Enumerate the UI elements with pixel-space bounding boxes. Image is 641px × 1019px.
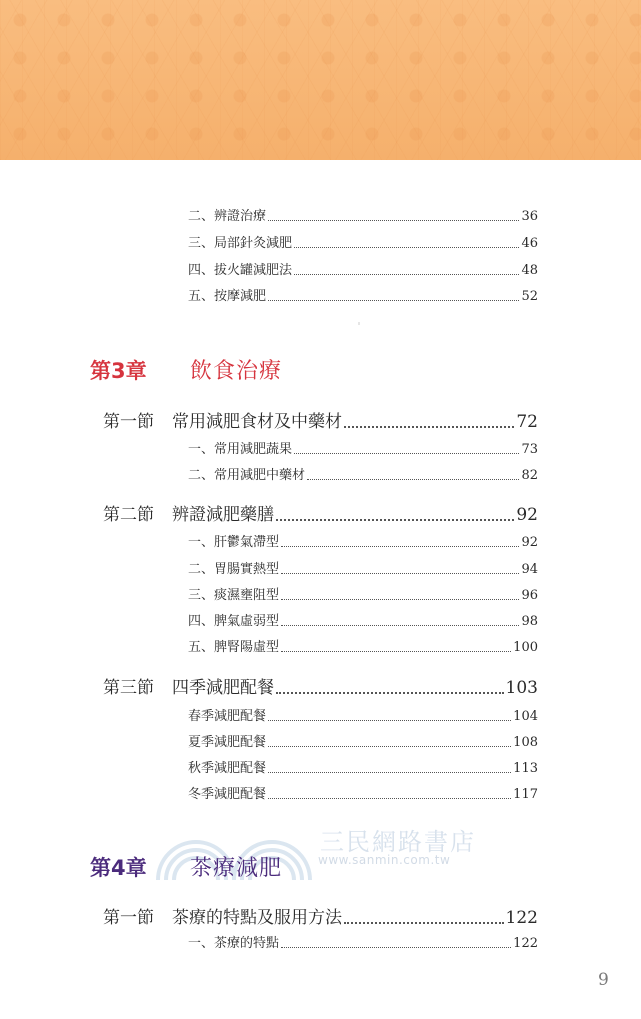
chapter-title: 茶療減肥 [190, 856, 283, 881]
dot-leader [281, 947, 511, 948]
dot-leader [276, 692, 504, 694]
toc-entry[interactable] [188, 932, 538, 951]
dot-leader [268, 798, 511, 799]
toc-entry-page: 117 [513, 787, 538, 802]
toc-entry[interactable] [188, 584, 538, 603]
chapter-number: 第4章 [90, 856, 147, 880]
toc-entry[interactable] [188, 232, 538, 251]
toc-entry-page: 98 [521, 614, 538, 629]
section-number: 第一節 [103, 412, 154, 432]
toc-entry-label: 一、常用減肥蔬果 [188, 442, 293, 457]
toc-entry-label: 三、局部針灸減肥 [188, 236, 293, 251]
dot-leader [268, 746, 511, 747]
toc-entry[interactable] [188, 757, 538, 776]
toc-entry-page: 100 [513, 640, 538, 655]
toc-entry[interactable] [188, 636, 538, 655]
toc-entry-label: 秋季減肥配餐 [188, 761, 267, 776]
toc-section[interactable] [172, 903, 538, 928]
toc-entry-label: 五、按摩減肥 [188, 289, 267, 304]
toc-section[interactable] [172, 500, 538, 525]
section-page: 72 [516, 412, 538, 432]
toc-entry-page: 108 [513, 735, 538, 750]
toc-entry[interactable] [188, 783, 538, 802]
dot-leader [268, 300, 519, 301]
toc-entry-page: 82 [521, 468, 538, 483]
section-number: 第一節 [103, 908, 154, 928]
dot-leader [268, 720, 511, 721]
toc-entry-label: 三、痰濕壅阻型 [188, 588, 280, 603]
dot-leader [294, 453, 519, 454]
dot-leader [268, 772, 511, 773]
toc-entry[interactable] [188, 259, 538, 278]
page-number: 9 [598, 970, 609, 990]
toc-entry-page: 94 [521, 562, 538, 577]
dot-leader [281, 546, 519, 547]
toc-entry-page: 36 [521, 209, 538, 224]
toc-entry-page: 113 [513, 761, 538, 776]
toc-entry-label: 二、常用減肥中藥材 [188, 468, 306, 483]
dot-leader [281, 599, 519, 600]
dot-leader [268, 220, 519, 221]
toc-entry-label: 夏季減肥配餐 [188, 735, 267, 750]
toc-entry-label: 二、胃腸實熱型 [188, 562, 280, 577]
toc-entry-page: 104 [513, 709, 538, 724]
toc-entry[interactable] [188, 531, 538, 550]
dot-leader [281, 625, 519, 626]
toc-entry[interactable] [188, 705, 538, 724]
section-title: 四季減肥配餐 [172, 678, 274, 698]
header-pattern-band [0, 0, 641, 160]
toc-entry-label: 春季減肥配餐 [188, 709, 267, 724]
section-number: 第三節 [103, 678, 154, 698]
toc-entry[interactable] [188, 558, 538, 577]
toc-entry-label: 五、脾腎陽虛型 [188, 640, 280, 655]
section-title: 常用減肥食材及中藥材 [172, 412, 342, 432]
chapter-heading-3[interactable] [90, 354, 282, 385]
dot-leader [344, 922, 504, 924]
toc-entry-label: 一、茶療的特點 [188, 936, 280, 951]
chapter-heading-4[interactable] [90, 851, 282, 882]
section-page: 103 [505, 678, 538, 698]
toc-entry-page: 52 [521, 289, 538, 304]
toc-entry-page: 46 [521, 236, 538, 251]
toc-entry-label: 一、肝鬱氣滯型 [188, 535, 280, 550]
section-page: 122 [505, 908, 538, 928]
toc-entry[interactable] [188, 438, 538, 457]
section-title: 茶療的特點及服用方法 [172, 908, 342, 928]
toc-entry-page: 73 [521, 442, 538, 457]
toc-section[interactable] [172, 407, 538, 432]
toc-entry[interactable] [188, 731, 538, 750]
toc-entry-label: 四、脾氣虛弱型 [188, 614, 280, 629]
dot-leader [276, 519, 514, 521]
toc-section[interactable] [172, 673, 538, 698]
toc-entry-page: 48 [521, 263, 538, 278]
toc-entry-label: 二、辨證治療 [188, 209, 267, 224]
paper-speck [358, 322, 360, 325]
toc-entry-label: 四、拔火罐減肥法 [188, 263, 293, 278]
toc-entry[interactable] [188, 610, 538, 629]
section-page: 92 [516, 505, 538, 525]
toc-entry-label: 冬季減肥配餐 [188, 787, 267, 802]
toc-entry[interactable] [188, 464, 538, 483]
section-number: 第二節 [103, 505, 154, 525]
toc-entry-page: 96 [521, 588, 538, 603]
section-title: 辨證減肥藥膳 [172, 505, 274, 525]
dot-leader [281, 573, 519, 574]
dot-leader [281, 651, 511, 652]
toc-entry-page: 122 [513, 936, 538, 951]
watermark-name: 三民網路書店 [320, 828, 476, 856]
toc-entry[interactable] [188, 285, 538, 304]
dot-leader [294, 274, 519, 275]
toc-entry-page: 92 [521, 535, 538, 550]
chapter-title: 飲食治療 [190, 359, 283, 384]
dot-leader [294, 247, 519, 248]
dot-leader [344, 426, 514, 428]
dot-leader [307, 479, 519, 480]
watermark-url: www.sanmin.com.tw [318, 853, 451, 867]
toc-entry[interactable] [188, 205, 538, 224]
chapter-number: 第3章 [90, 359, 147, 383]
